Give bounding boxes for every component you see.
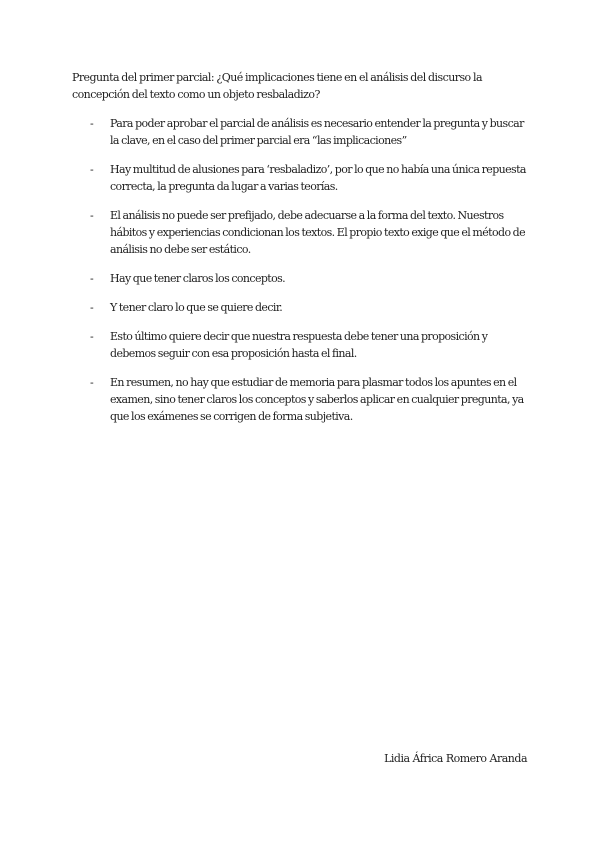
list-item-text: Hay que tener claros los conceptos. [110, 272, 286, 285]
bullet-dash: - [90, 272, 94, 285]
list-item-text: Y tener claro lo que se quiere decir. [110, 301, 283, 314]
list-item-text: Esto último quiere decir que nuestra respuesta debe tener una proposición y debemos seguir con esa proposición hasta el final. [110, 330, 488, 360]
bullet-dash: - [90, 117, 94, 130]
list-item-text: Para poder aprobar el parcial de análisis es necesario entender la pregunta y buscar la clave, en el caso del primer parcial era “las implicaciones” [110, 117, 524, 147]
list-item [72, 161, 532, 195]
list-item [72, 374, 532, 425]
list-item [72, 299, 532, 316]
list-item [72, 207, 532, 258]
bullet-dash: - [90, 301, 94, 314]
list-item-text: Hay multitud de alusiones para ‘resbaladizo’, por lo que no había una única repuesta correcta, la pregunta da lugar a varias teorías. [110, 163, 526, 193]
bullet-dash: - [90, 376, 94, 389]
author-signature: Lidia África Romero Aranda [384, 752, 527, 765]
list-item [72, 270, 532, 287]
list-item-text: El análisis no puede ser prefijado, debe adecuarse a la forma del texto. Nuestros hábitos y experiencias condicionan los textos. El propio texto exige que el método de análisis no debe ser estático. [110, 209, 526, 256]
bullet-dash: - [90, 163, 94, 176]
question-heading: Pregunta del primer parcial: ¿Qué implicaciones tiene en el análisis del discurso la concepción del texto como un objeto resbaladizo? [72, 71, 482, 101]
list-item [72, 328, 532, 362]
list-item-text: En resumen, no hay que estudiar de memoria para plasmar todos los apuntes en el examen, sino tener claros los conceptos y saberlos aplicar en cualquier pregunta, ya que los exámenes se corrigen de forma subjetiva. [110, 376, 524, 423]
bullet-list [72, 115, 532, 437]
list-item [72, 115, 532, 149]
bullet-dash: - [90, 330, 94, 343]
bullet-dash: - [90, 209, 94, 222]
